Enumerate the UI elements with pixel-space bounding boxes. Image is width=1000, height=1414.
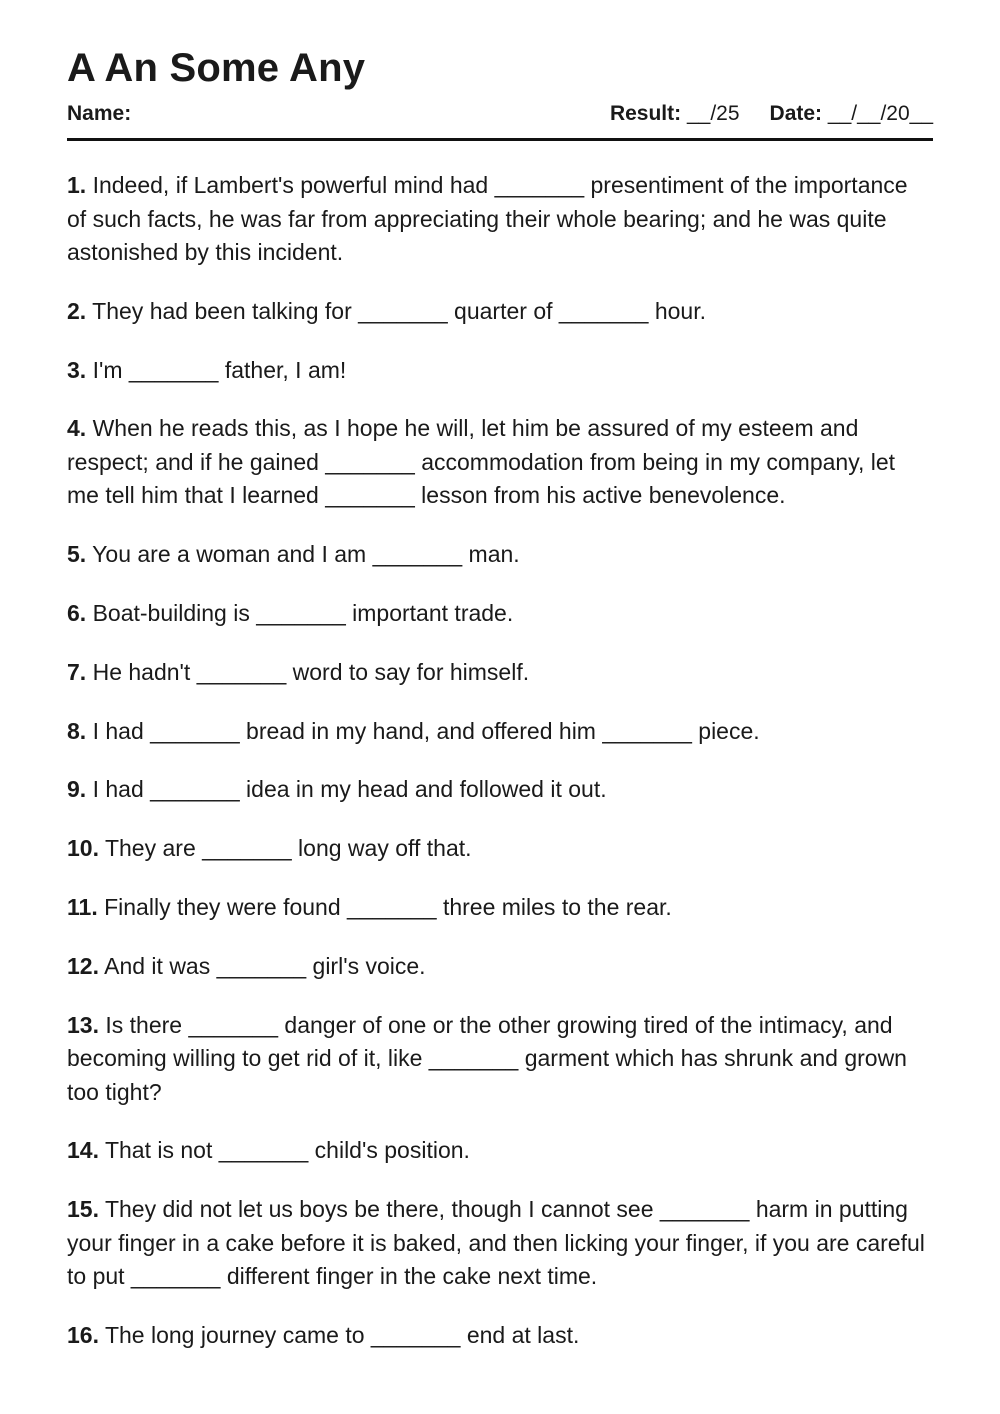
question-number: 3. — [67, 356, 87, 383]
result-date-group — [610, 102, 933, 126]
question-list — [67, 169, 933, 1352]
header-divider — [67, 138, 933, 141]
question-item — [67, 1193, 933, 1294]
question-item — [67, 538, 933, 572]
question-text: You are a woman and I am _______ man. — [92, 541, 520, 568]
question-item — [67, 950, 933, 984]
question-item — [67, 832, 933, 866]
worksheet-header — [67, 102, 933, 132]
question-text: I had _______ bread in my hand, and offered him _______ piece. — [92, 717, 760, 744]
question-number: 12. — [67, 952, 99, 979]
result-value: __/25 — [686, 102, 740, 125]
question-item — [67, 1009, 933, 1110]
question-number: 10. — [67, 835, 99, 862]
question-text: The long journey came to _______ end at last. — [104, 1321, 580, 1348]
question-text: They had been talking for _______ quarter of _______ hour. — [92, 297, 706, 324]
question-number: 11. — [67, 893, 98, 920]
question-text: Is there _______ danger of one or the other growing tired of the intimacy, and becoming willing to get rid of it, like _______ garment which has shrunk and grown too tight? — [67, 1011, 907, 1105]
name-label: Name: — [67, 102, 132, 125]
question-number: 13. — [67, 1011, 99, 1038]
question-item — [67, 891, 933, 925]
question-text: He hadn't _______ word to say for himself. — [92, 658, 530, 685]
question-item — [67, 354, 933, 388]
question-text: When he reads this, as I hope he will, let him be assured of my esteem and respect; and if he gained _______ accommodation from being in my company, let me tell him that I learned _______ lesson from his active benevolence. — [67, 415, 896, 509]
worksheet-page — [67, 44, 933, 1378]
worksheet-title: A An Some Any — [67, 46, 366, 90]
question-number: 7. — [67, 658, 87, 685]
question-item — [67, 773, 933, 807]
question-number: 6. — [67, 599, 87, 626]
question-item — [67, 295, 933, 329]
question-number: 9. — [67, 776, 87, 803]
question-text: I'm _______ father, I am! — [92, 356, 347, 383]
question-item — [67, 597, 933, 631]
question-number: 8. — [67, 717, 87, 744]
question-item — [67, 656, 933, 690]
question-item — [67, 169, 933, 270]
question-number: 1. — [67, 172, 87, 198]
question-text: They did not let us boys be there, though I cannot see _______ harm in putting your finger in a cake before it is baked, and then licking your finger, if you are careful to put _______ different finger in the cake next time. — [67, 1196, 925, 1290]
question-item — [67, 1319, 933, 1353]
question-text: And it was _______ girl's voice. — [104, 952, 426, 979]
question-text: I had _______ idea in my head and followed it out. — [92, 776, 607, 803]
question-number: 2. — [67, 297, 87, 324]
date-label: Date: — [769, 102, 823, 125]
question-text: Boat-building is _______ important trade. — [92, 599, 514, 626]
question-number: 16. — [67, 1321, 99, 1348]
question-text: Indeed, if Lambert's powerful mind had _______ presentiment of the importance of such facts, he was far from appreciating their whole bearing; and he was quite astonished by this incident. — [67, 172, 908, 265]
date-value: __/__/20__ — [827, 102, 933, 125]
question-number: 14. — [67, 1137, 99, 1164]
question-text: That is not _______ child's position. — [104, 1137, 470, 1164]
result-label: Result: — [609, 102, 682, 125]
question-item — [67, 1134, 933, 1168]
question-item — [67, 412, 933, 513]
question-number: 15. — [67, 1196, 99, 1223]
question-text: Finally they were found _______ three miles to the rear. — [104, 893, 672, 920]
question-number: 5. — [67, 541, 87, 568]
question-item — [67, 715, 933, 749]
question-text: They are _______ long way off that. — [104, 835, 472, 862]
question-number: 4. — [67, 415, 87, 442]
